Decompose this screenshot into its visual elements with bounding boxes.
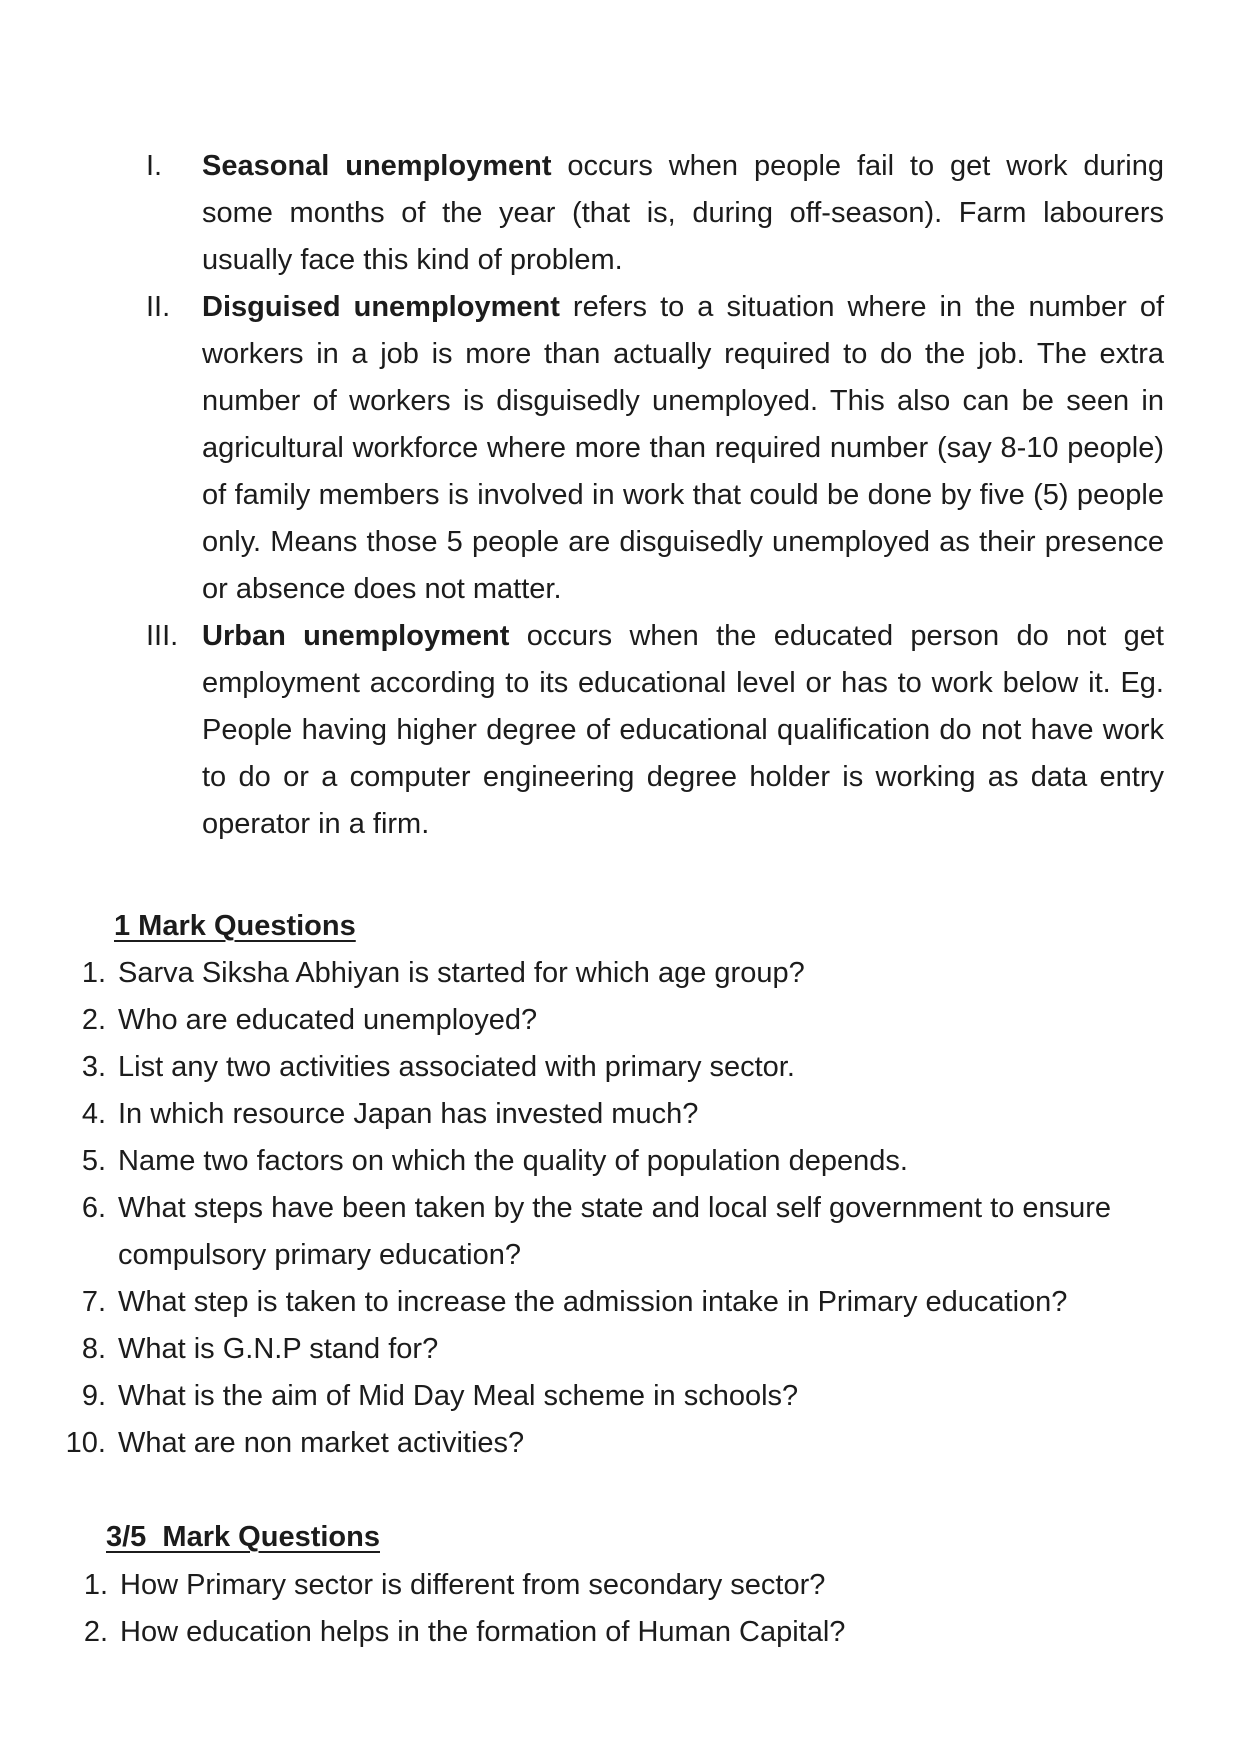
roman-numeral: I. <box>146 150 163 182</box>
term: Urban unemployment <box>202 620 510 652</box>
question-item <box>54 1373 1164 1420</box>
question-item <box>68 1562 1164 1609</box>
question-item <box>54 1326 1164 1373</box>
question-number: 5. <box>81 1145 106 1177</box>
question-item <box>54 1044 1164 1091</box>
definition-text <box>202 613 1164 848</box>
unemployment-types-list <box>146 143 1164 848</box>
question-text: How education helps in the formation of Human Capital? <box>120 1616 846 1648</box>
one-mark-questions-list <box>54 950 1164 1467</box>
question-text: How Primary sector is different from secondary sector? <box>120 1569 826 1601</box>
question-text: What step is taken to increase the admission intake in Primary education? <box>118 1286 1068 1318</box>
question-number: 9. <box>81 1380 106 1412</box>
question-number: 2. <box>81 1004 106 1036</box>
question-item <box>54 1091 1164 1138</box>
question-text: What is the aim of Mid Day Meal scheme in schools? <box>118 1380 799 1412</box>
question-item <box>68 1609 1164 1656</box>
three-five-mark-questions-heading: 3/5 Mark Questions <box>106 1521 380 1553</box>
question-text: What are non market activities? <box>118 1427 525 1459</box>
roman-numeral: III. <box>146 620 179 652</box>
description: occurs when people fail to get work during some months of the year (that is, during off-season). Farm labourers usually face this kind of problem. <box>202 150 1164 276</box>
term: Disguised unemployment <box>202 291 560 323</box>
question-text: List any two activities associated with primary sector. <box>118 1051 795 1083</box>
term: Seasonal unemployment <box>202 150 552 182</box>
question-text: What is G.N.P stand for? <box>118 1333 439 1365</box>
one-mark-questions-heading: 1 Mark Questions <box>114 910 356 942</box>
definition-text <box>202 284 1164 613</box>
three-five-mark-questions-list <box>68 1562 1164 1656</box>
question-text: Who are educated unemployed? <box>118 1004 538 1036</box>
question-text: In which resource Japan has invested much? <box>118 1098 699 1130</box>
question-text: What steps have been taken by the state and local self government to ensure compulsory primary education? <box>118 1192 1112 1271</box>
list-item-urban-unemployment <box>146 613 1164 848</box>
roman-numeral: II. <box>146 291 171 323</box>
list-item-seasonal-unemployment <box>146 143 1164 284</box>
question-number: 10. <box>65 1427 106 1459</box>
question-number: 4. <box>81 1098 106 1130</box>
question-item <box>54 950 1164 997</box>
question-number: 2. <box>83 1616 108 1648</box>
question-number: 7. <box>81 1286 106 1318</box>
description: refers to a situation where in the number of workers in a job is more than actually required to do the job. The extra number of workers is disguisedly unemployed. This also can be seen in agricultural workforce where more than required number (say 8-10 people) of family members is involved in work that could be done by five (5) people only. Means those 5 people are disguisedly unemployed as their presence or absence does not matter. <box>202 291 1165 605</box>
question-item <box>54 1185 1164 1279</box>
question-item <box>54 1420 1164 1467</box>
question-text: Sarva Siksha Abhiyan is started for which age group? <box>118 957 805 989</box>
question-number: 1. <box>83 1569 108 1601</box>
question-item <box>54 1279 1164 1326</box>
question-number: 1. <box>81 957 106 989</box>
description: occurs when the educated person do not get employment according to its educational level or has to work below it. Eg. People having higher degree of educational qualification do not have work to do or a computer engineering degree holder is working as data entry operator in a firm. <box>202 620 1164 840</box>
definition-text <box>202 143 1164 284</box>
question-number: 8. <box>81 1333 106 1365</box>
question-item <box>54 1138 1164 1185</box>
question-text: Name two factors on which the quality of population depends. <box>118 1145 908 1177</box>
question-number: 6. <box>81 1192 106 1224</box>
question-number: 3. <box>81 1051 106 1083</box>
list-item-disguised-unemployment <box>146 284 1164 613</box>
question-item <box>54 997 1164 1044</box>
